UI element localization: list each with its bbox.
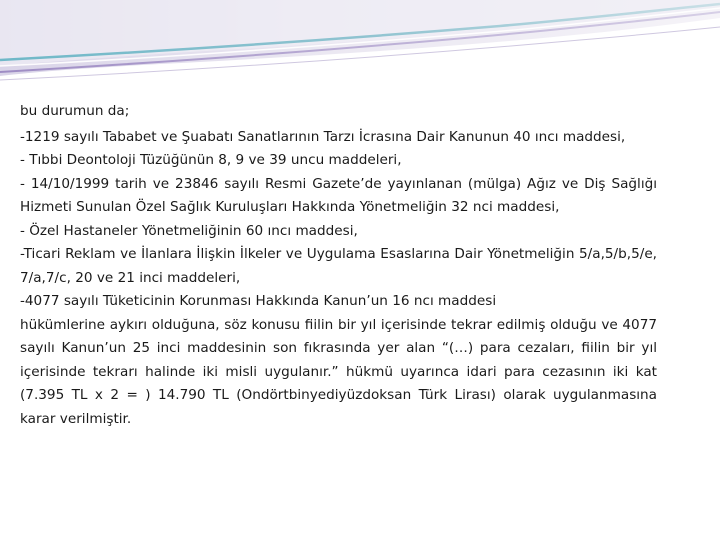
paragraph-law-1219: -1219 sayılı Tababet ve Şuabatı Sanatlarının Tarzı İcrasına Dair Kanunun 40 ıncı maddesi, xyxy=(20,128,626,145)
wave-decoration xyxy=(0,0,720,90)
paragraph-ozel-hastaneler: - Özel Hastaneler Yönetmeliğinin 60 ıncı maddesi, xyxy=(20,222,358,239)
paragraph-deontoloji: - Tıbbi Deontoloji Tüzüğünün 8, 9 ve 39 uncu maddeleri, xyxy=(20,152,402,168)
document-body xyxy=(20,100,657,431)
paragraph-decision: hükümlerine aykırı olduğuna, söz konusu fiilin bir yıl içerisinde tekrar edilmiş olduğu ve 4077 sayılı Kanun’un 25 inci maddesinin son fıkrasında yer alan “(…) para cezaları, fiilin bir yıl içerisinde tekrarı halinde iki misli uygulanır.” hükmü uyarınca idari para cezasının iki kat (7.395 TL x 2 = ) 14.790 TL (Ondörtbinyediyüzdoksan Türk Lirası) olarak uygulanmasına karar verilmiştir. xyxy=(20,316,657,427)
intro-line: bu durumun da; xyxy=(20,103,130,119)
paragraph-agiz-dis-yonetmelik: - 14/10/1999 tarih ve 23846 sayılı Resmi Gazete’de yayınlanan (mülga) Ağız ve Diş Sağlığı Hizmeti Sunulan Özel Sağlık Kuruluşları Hakkında Yönetmeliğin 32 nci maddesi, xyxy=(20,175,657,215)
paragraph-ticari-reklam: -Ticari Reklam ve İlanlara İlişkin İlkeler ve Uygulama Esaslarına Dair Yönetmeliğin 5/a,5/b,5/e, 7/a,7/c, 20 ve 21 inci maddeleri, xyxy=(20,246,657,286)
slide-header-decoration xyxy=(0,0,720,90)
paragraph-law-4077: -4077 sayılı Tüketicinin Korunması Hakkında Kanun’un 16 ncı maddesi xyxy=(20,293,497,309)
